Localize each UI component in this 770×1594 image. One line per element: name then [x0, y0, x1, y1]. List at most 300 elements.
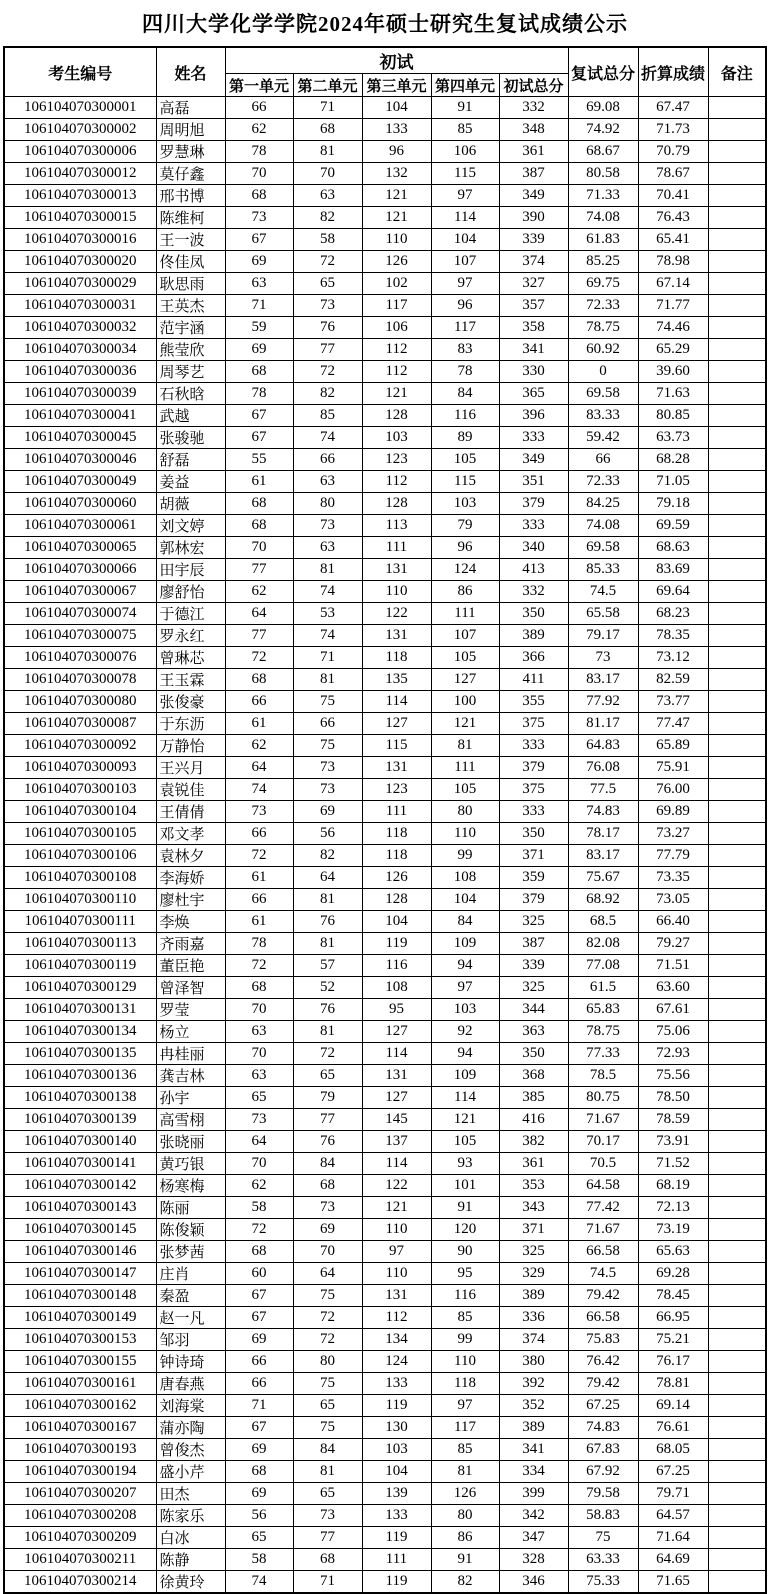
unit4-cell: 126 — [431, 1483, 499, 1505]
unit1-cell: 66 — [225, 1373, 293, 1395]
unit4-cell: 104 — [431, 889, 499, 911]
table-row — [4, 185, 766, 207]
unit3-cell: 126 — [362, 251, 431, 273]
converted-score-cell: 65.41 — [638, 229, 708, 251]
unit4-cell: 92 — [431, 1021, 499, 1043]
unit3-cell: 114 — [362, 1153, 431, 1175]
unit1-cell: 69 — [225, 339, 293, 361]
converted-score-cell: 79.71 — [638, 1483, 708, 1505]
table-row — [4, 889, 766, 911]
unit2-cell: 72 — [293, 1307, 362, 1329]
name-cell: 陈维柯 — [156, 207, 225, 229]
retest-total-cell: 61.5 — [568, 977, 638, 999]
unit4-cell: 110 — [431, 1351, 499, 1373]
candidate-id-cell: 106104070300145 — [4, 1219, 156, 1241]
retest-total-cell: 72.33 — [568, 471, 638, 493]
converted-score-cell: 71.52 — [638, 1153, 708, 1175]
retest-total-cell: 76.42 — [568, 1351, 638, 1373]
table-row — [4, 1329, 766, 1351]
name-cell: 廖杜宇 — [156, 889, 225, 911]
retest-total-cell: 68.5 — [568, 911, 638, 933]
unit3-cell: 130 — [362, 1417, 431, 1439]
initial-total-cell: 333 — [499, 735, 568, 757]
table-row — [4, 933, 766, 955]
table-row — [4, 1307, 766, 1329]
unit1-cell: 55 — [225, 449, 293, 471]
retest-total-cell: 78.75 — [568, 317, 638, 339]
unit3-cell: 139 — [362, 1483, 431, 1505]
unit4-cell: 85 — [431, 119, 499, 141]
table-row — [4, 1241, 766, 1263]
table-row — [4, 1175, 766, 1197]
unit2-cell: 72 — [293, 251, 362, 273]
table-row — [4, 1527, 766, 1549]
retest-total-cell: 78.17 — [568, 823, 638, 845]
unit1-cell: 77 — [225, 625, 293, 647]
unit4-cell: 97 — [431, 273, 499, 295]
unit3-cell: 97 — [362, 1241, 431, 1263]
unit1-cell: 68 — [225, 977, 293, 999]
unit1-cell: 72 — [225, 1219, 293, 1241]
unit2-cell: 65 — [293, 1483, 362, 1505]
converted-score-cell: 77.47 — [638, 713, 708, 735]
unit3-cell: 95 — [362, 999, 431, 1021]
unit4-cell: 91 — [431, 97, 499, 119]
unit2-cell: 75 — [293, 1417, 362, 1439]
unit2-cell: 85 — [293, 405, 362, 427]
unit1-cell: 64 — [225, 1131, 293, 1153]
initial-total-cell: 389 — [499, 1417, 568, 1439]
name-cell: 罗莹 — [156, 999, 225, 1021]
table-row — [4, 427, 766, 449]
converted-score-cell: 70.41 — [638, 185, 708, 207]
unit2-cell: 73 — [293, 515, 362, 537]
unit3-cell: 102 — [362, 273, 431, 295]
unit1-cell: 78 — [225, 383, 293, 405]
initial-total-cell: 349 — [499, 185, 568, 207]
unit3-cell: 103 — [362, 1439, 431, 1461]
unit1-cell: 56 — [225, 1505, 293, 1527]
unit1-cell: 72 — [225, 845, 293, 867]
initial-total-cell: 325 — [499, 977, 568, 999]
name-cell: 高磊 — [156, 97, 225, 119]
unit2-cell: 65 — [293, 1065, 362, 1087]
name-cell: 徐黄玲 — [156, 1571, 225, 1594]
unit2-cell: 82 — [293, 207, 362, 229]
unit4-cell: 109 — [431, 1065, 499, 1087]
unit1-cell: 66 — [225, 1351, 293, 1373]
name-cell: 陈家乐 — [156, 1505, 225, 1527]
converted-score-cell: 65.29 — [638, 339, 708, 361]
retest-total-cell: 64.83 — [568, 735, 638, 757]
unit3-cell: 131 — [362, 559, 431, 581]
remark-cell — [708, 1417, 766, 1439]
converted-score-cell: 69.59 — [638, 515, 708, 537]
unit3-cell: 135 — [362, 669, 431, 691]
table-header — [4, 47, 766, 97]
unit1-cell: 70 — [225, 1043, 293, 1065]
initial-total-cell: 375 — [499, 713, 568, 735]
initial-total-cell: 333 — [499, 427, 568, 449]
remark-cell — [708, 1461, 766, 1483]
retest-total-cell: 69.75 — [568, 273, 638, 295]
unit3-cell: 114 — [362, 691, 431, 713]
table-row — [4, 735, 766, 757]
initial-total-cell: 351 — [499, 471, 568, 493]
converted-score-cell: 67.14 — [638, 273, 708, 295]
unit3-cell: 104 — [362, 97, 431, 119]
name-cell: 熊莹欣 — [156, 339, 225, 361]
table-row — [4, 1109, 766, 1131]
name-cell: 王倩倩 — [156, 801, 225, 823]
unit2-cell: 81 — [293, 1461, 362, 1483]
col-header-initial-total: 初试总分 — [499, 74, 568, 97]
candidate-id-cell: 106104070300106 — [4, 845, 156, 867]
initial-total-cell: 329 — [499, 1263, 568, 1285]
unit3-cell: 106 — [362, 317, 431, 339]
unit1-cell: 72 — [225, 955, 293, 977]
retest-total-cell: 77.92 — [568, 691, 638, 713]
unit3-cell: 133 — [362, 119, 431, 141]
initial-total-cell: 344 — [499, 999, 568, 1021]
remark-cell — [708, 867, 766, 889]
candidate-id-cell: 106104070300149 — [4, 1307, 156, 1329]
unit3-cell: 110 — [362, 1263, 431, 1285]
candidate-id-cell: 106104070300162 — [4, 1395, 156, 1417]
unit4-cell: 80 — [431, 801, 499, 823]
unit4-cell: 111 — [431, 603, 499, 625]
unit2-cell: 66 — [293, 449, 362, 471]
unit1-cell: 67 — [225, 1285, 293, 1307]
unit4-cell: 124 — [431, 559, 499, 581]
unit2-cell: 66 — [293, 713, 362, 735]
table-row — [4, 1021, 766, 1043]
unit4-cell: 81 — [431, 1461, 499, 1483]
name-cell: 胡薇 — [156, 493, 225, 515]
name-cell: 郭林宏 — [156, 537, 225, 559]
retest-total-cell: 83.17 — [568, 669, 638, 691]
initial-total-cell: 336 — [499, 1307, 568, 1329]
unit1-cell: 64 — [225, 603, 293, 625]
initial-total-cell: 333 — [499, 801, 568, 823]
retest-total-cell: 60.92 — [568, 339, 638, 361]
table-row — [4, 603, 766, 625]
name-cell: 莫仔鑫 — [156, 163, 225, 185]
remark-cell — [708, 669, 766, 691]
unit4-cell: 80 — [431, 1505, 499, 1527]
unit4-cell: 121 — [431, 713, 499, 735]
remark-cell — [708, 1373, 766, 1395]
unit4-cell: 91 — [431, 1549, 499, 1571]
table-row — [4, 537, 766, 559]
table-row — [4, 1483, 766, 1505]
unit1-cell: 58 — [225, 1197, 293, 1219]
remark-cell — [708, 1329, 766, 1351]
remark-cell — [708, 713, 766, 735]
unit4-cell: 111 — [431, 757, 499, 779]
table-row — [4, 713, 766, 735]
unit1-cell: 68 — [225, 493, 293, 515]
candidate-id-cell: 106104070300066 — [4, 559, 156, 581]
table-row — [4, 1395, 766, 1417]
name-cell: 王英杰 — [156, 295, 225, 317]
retest-total-cell: 74.5 — [568, 1263, 638, 1285]
initial-total-cell: 357 — [499, 295, 568, 317]
converted-score-cell: 71.05 — [638, 471, 708, 493]
table-row — [4, 581, 766, 603]
unit4-cell: 103 — [431, 493, 499, 515]
table-row — [4, 1505, 766, 1527]
candidate-id-cell: 106104070300092 — [4, 735, 156, 757]
table-row — [4, 383, 766, 405]
unit4-cell: 89 — [431, 427, 499, 449]
name-cell: 田宇辰 — [156, 559, 225, 581]
unit3-cell: 119 — [362, 1527, 431, 1549]
unit3-cell: 118 — [362, 845, 431, 867]
table-row — [4, 977, 766, 999]
converted-score-cell: 76.00 — [638, 779, 708, 801]
candidate-id-cell: 106104070300067 — [4, 581, 156, 603]
unit3-cell: 118 — [362, 823, 431, 845]
unit4-cell: 117 — [431, 317, 499, 339]
unit3-cell: 137 — [362, 1131, 431, 1153]
initial-total-cell: 379 — [499, 757, 568, 779]
remark-cell — [708, 471, 766, 493]
unit4-cell: 90 — [431, 1241, 499, 1263]
unit3-cell: 114 — [362, 1043, 431, 1065]
initial-total-cell: 363 — [499, 1021, 568, 1043]
table-row — [4, 449, 766, 471]
remark-cell — [708, 1043, 766, 1065]
unit1-cell: 62 — [225, 735, 293, 757]
initial-total-cell: 350 — [499, 603, 568, 625]
name-cell: 佟佳凤 — [156, 251, 225, 273]
table-row — [4, 339, 766, 361]
remark-cell — [708, 1219, 766, 1241]
initial-total-cell: 333 — [499, 515, 568, 537]
converted-score-cell: 78.67 — [638, 163, 708, 185]
unit4-cell: 100 — [431, 691, 499, 713]
unit3-cell: 127 — [362, 1021, 431, 1043]
candidate-id-cell: 106104070300031 — [4, 295, 156, 317]
candidate-id-cell: 106104070300143 — [4, 1197, 156, 1219]
unit4-cell: 99 — [431, 845, 499, 867]
unit3-cell: 131 — [362, 757, 431, 779]
remark-cell — [708, 1021, 766, 1043]
unit1-cell: 74 — [225, 1571, 293, 1594]
name-cell: 秦盈 — [156, 1285, 225, 1307]
table-row — [4, 999, 766, 1021]
candidate-id-cell: 106104070300167 — [4, 1417, 156, 1439]
retest-total-cell: 71.33 — [568, 185, 638, 207]
name-cell: 范宇涵 — [156, 317, 225, 339]
table-row — [4, 867, 766, 889]
name-cell: 赵一凡 — [156, 1307, 225, 1329]
initial-total-cell: 416 — [499, 1109, 568, 1131]
table-row — [4, 845, 766, 867]
converted-score-cell: 67.25 — [638, 1461, 708, 1483]
initial-total-cell: 387 — [499, 163, 568, 185]
unit3-cell: 131 — [362, 1065, 431, 1087]
retest-total-cell: 75 — [568, 1527, 638, 1549]
converted-score-cell: 75.06 — [638, 1021, 708, 1043]
unit4-cell: 86 — [431, 1527, 499, 1549]
unit2-cell: 81 — [293, 141, 362, 163]
converted-score-cell: 71.51 — [638, 955, 708, 977]
retest-total-cell: 79.42 — [568, 1373, 638, 1395]
initial-total-cell: 332 — [499, 581, 568, 603]
candidate-id-cell: 106104070300049 — [4, 471, 156, 493]
unit1-cell: 69 — [225, 1483, 293, 1505]
remark-cell — [708, 1285, 766, 1307]
name-cell: 钟诗琦 — [156, 1351, 225, 1373]
name-cell: 刘文婷 — [156, 515, 225, 537]
retest-total-cell: 78.5 — [568, 1065, 638, 1087]
col-header-candidate-id: 考生编号 — [4, 47, 156, 97]
unit2-cell: 80 — [293, 493, 362, 515]
unit1-cell: 69 — [225, 251, 293, 273]
unit1-cell: 62 — [225, 1175, 293, 1197]
unit2-cell: 64 — [293, 1263, 362, 1285]
retest-total-cell: 69.58 — [568, 537, 638, 559]
candidate-id-cell: 106104070300013 — [4, 185, 156, 207]
candidate-id-cell: 106104070300193 — [4, 1439, 156, 1461]
retest-total-cell: 70.5 — [568, 1153, 638, 1175]
table-row — [4, 273, 766, 295]
candidate-id-cell: 106104070300029 — [4, 273, 156, 295]
remark-cell — [708, 1263, 766, 1285]
unit3-cell: 122 — [362, 1175, 431, 1197]
name-cell: 白冰 — [156, 1527, 225, 1549]
initial-total-cell: 411 — [499, 669, 568, 691]
initial-total-cell: 341 — [499, 1439, 568, 1461]
unit1-cell: 67 — [225, 229, 293, 251]
retest-total-cell: 61.83 — [568, 229, 638, 251]
candidate-id-cell: 106104070300134 — [4, 1021, 156, 1043]
unit4-cell: 109 — [431, 933, 499, 955]
table-row — [4, 801, 766, 823]
converted-score-cell: 67.61 — [638, 999, 708, 1021]
initial-total-cell: 350 — [499, 823, 568, 845]
name-cell: 于德江 — [156, 603, 225, 625]
retest-total-cell: 0 — [568, 361, 638, 383]
unit4-cell: 93 — [431, 1153, 499, 1175]
name-cell: 袁锐佳 — [156, 779, 225, 801]
retest-total-cell: 74.92 — [568, 119, 638, 141]
unit2-cell: 63 — [293, 471, 362, 493]
unit4-cell: 127 — [431, 669, 499, 691]
col-header-name: 姓名 — [156, 47, 225, 97]
initial-total-cell: 350 — [499, 1043, 568, 1065]
converted-score-cell: 75.56 — [638, 1065, 708, 1087]
retest-total-cell: 85.33 — [568, 559, 638, 581]
unit2-cell: 68 — [293, 1175, 362, 1197]
remark-cell — [708, 141, 766, 163]
unit2-cell: 72 — [293, 361, 362, 383]
table-row — [4, 405, 766, 427]
unit4-cell: 86 — [431, 581, 499, 603]
candidate-id-cell: 106104070300119 — [4, 955, 156, 977]
unit1-cell: 72 — [225, 647, 293, 669]
initial-total-cell: 385 — [499, 1087, 568, 1109]
unit1-cell: 68 — [225, 361, 293, 383]
table-row — [4, 911, 766, 933]
unit1-cell: 66 — [225, 823, 293, 845]
unit1-cell: 68 — [225, 185, 293, 207]
converted-score-cell: 71.73 — [638, 119, 708, 141]
converted-score-cell: 71.77 — [638, 295, 708, 317]
remark-cell — [708, 1241, 766, 1263]
remark-cell — [708, 779, 766, 801]
unit2-cell: 76 — [293, 1131, 362, 1153]
table-row — [4, 757, 766, 779]
candidate-id-cell: 106104070300146 — [4, 1241, 156, 1263]
initial-total-cell: 339 — [499, 955, 568, 977]
unit2-cell: 80 — [293, 1351, 362, 1373]
unit3-cell: 122 — [362, 603, 431, 625]
unit2-cell: 73 — [293, 779, 362, 801]
remark-cell — [708, 251, 766, 273]
converted-score-cell: 68.05 — [638, 1439, 708, 1461]
unit2-cell: 64 — [293, 867, 362, 889]
unit1-cell: 70 — [225, 163, 293, 185]
unit4-cell: 81 — [431, 735, 499, 757]
candidate-id-cell: 106104070300046 — [4, 449, 156, 471]
candidate-id-cell: 106104070300113 — [4, 933, 156, 955]
converted-score-cell: 66.95 — [638, 1307, 708, 1329]
converted-score-cell: 65.63 — [638, 1241, 708, 1263]
name-cell: 董臣艳 — [156, 955, 225, 977]
initial-total-cell: 353 — [499, 1175, 568, 1197]
unit3-cell: 127 — [362, 713, 431, 735]
unit2-cell: 77 — [293, 1527, 362, 1549]
unit1-cell: 65 — [225, 1087, 293, 1109]
unit4-cell: 108 — [431, 867, 499, 889]
remark-cell — [708, 999, 766, 1021]
name-cell: 周明旭 — [156, 119, 225, 141]
unit2-cell: 57 — [293, 955, 362, 977]
name-cell: 李焕 — [156, 911, 225, 933]
unit3-cell: 127 — [362, 1087, 431, 1109]
unit4-cell: 106 — [431, 141, 499, 163]
unit3-cell: 128 — [362, 405, 431, 427]
converted-score-cell: 75.21 — [638, 1329, 708, 1351]
unit4-cell: 96 — [431, 295, 499, 317]
col-header-remark: 备注 — [708, 47, 766, 97]
initial-total-cell: 330 — [499, 361, 568, 383]
converted-score-cell: 76.17 — [638, 1351, 708, 1373]
table-body — [4, 97, 766, 1594]
table-row — [4, 229, 766, 251]
unit1-cell: 68 — [225, 515, 293, 537]
initial-total-cell: 348 — [499, 119, 568, 141]
remark-cell — [708, 1087, 766, 1109]
retest-total-cell: 75.67 — [568, 867, 638, 889]
initial-total-cell: 379 — [499, 493, 568, 515]
candidate-id-cell: 106104070300039 — [4, 383, 156, 405]
name-cell: 杨寒梅 — [156, 1175, 225, 1197]
table-row — [4, 669, 766, 691]
unit4-cell: 110 — [431, 823, 499, 845]
candidate-id-cell: 106104070300034 — [4, 339, 156, 361]
candidate-id-cell: 106104070300075 — [4, 625, 156, 647]
table-row — [4, 119, 766, 141]
unit3-cell: 126 — [362, 867, 431, 889]
retest-total-cell: 84.25 — [568, 493, 638, 515]
table-row — [4, 823, 766, 845]
table-row — [4, 1219, 766, 1241]
candidate-id-cell: 106104070300110 — [4, 889, 156, 911]
